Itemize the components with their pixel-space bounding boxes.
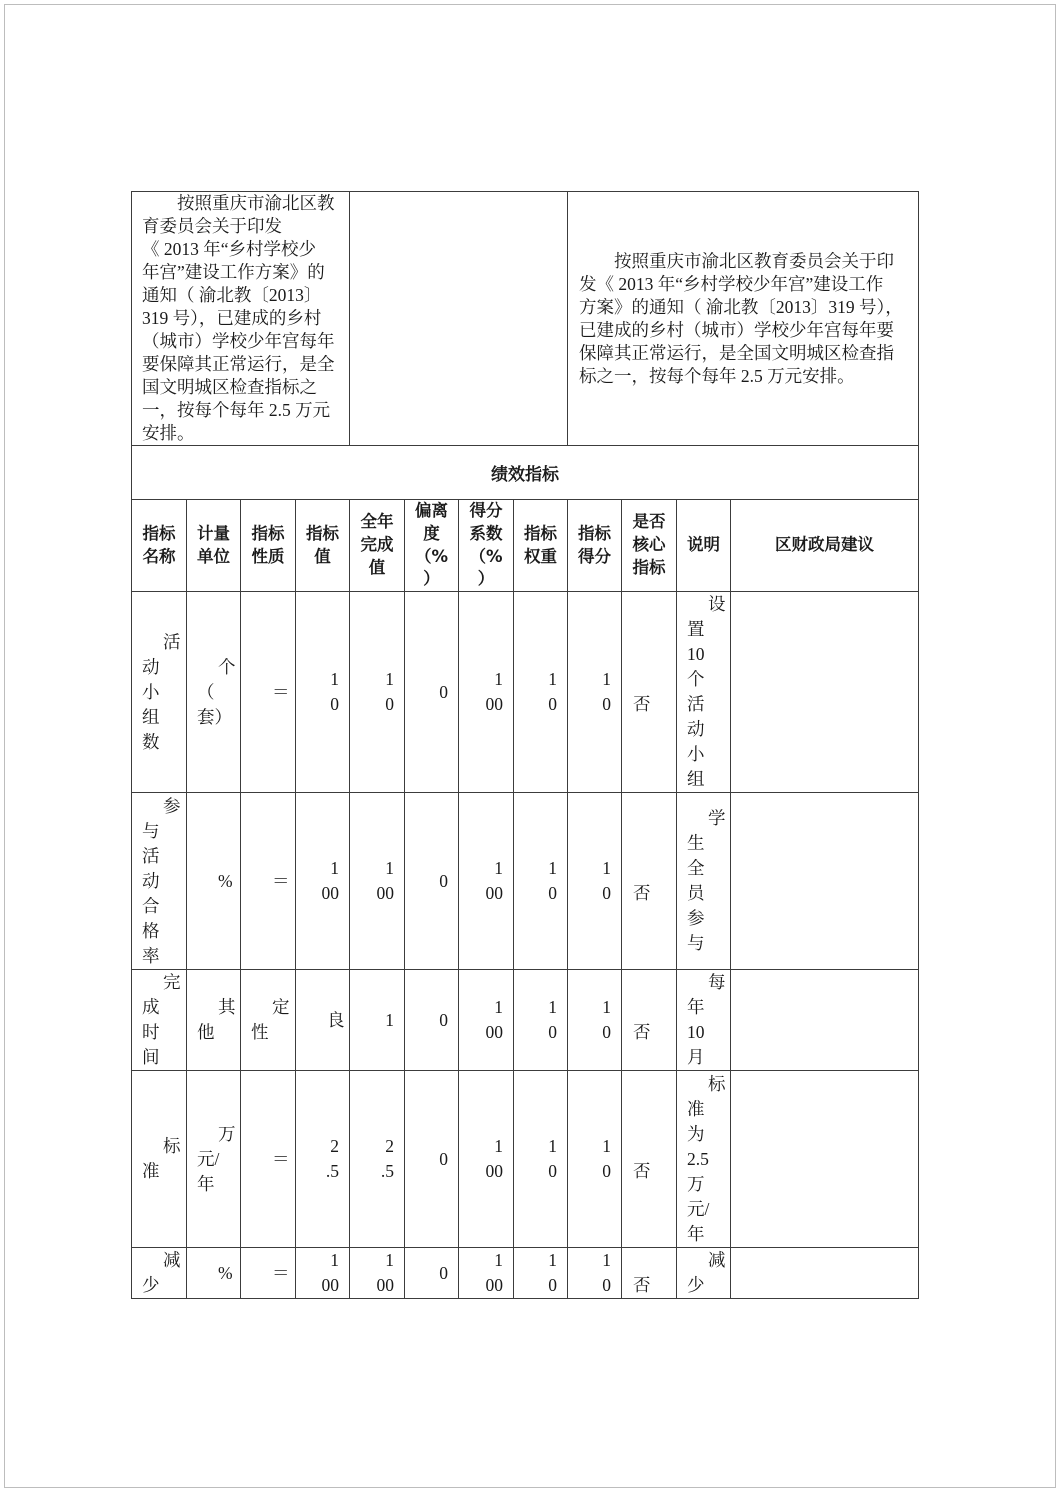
is-core-cell [622, 1248, 677, 1299]
score-cell [568, 793, 622, 970]
section-title-row [132, 446, 919, 500]
note-line: 国文明城区检查指标之 [142, 377, 317, 397]
weight: 10 [548, 1136, 557, 1181]
description: 标准为2.5万元/年 [687, 1073, 726, 1244]
deviation: 0 [439, 870, 448, 891]
score-coefficient-cell [459, 1248, 514, 1299]
weight-cell [514, 592, 568, 793]
nature: ＝ [272, 1148, 290, 1169]
header-score-coefficient: 得分系数（%） [469, 501, 503, 589]
score-cell [568, 1071, 622, 1248]
unit-cell [187, 1071, 241, 1248]
section-title: 绩效指标 [132, 446, 919, 500]
note-line: 一，按每个每年 2.5 万元 [142, 400, 331, 420]
unit-cell [187, 970, 241, 1071]
nature-cell [241, 1248, 296, 1299]
description-cell [677, 1248, 731, 1299]
note-line: 安排。 [142, 423, 195, 443]
header-cell [405, 500, 459, 592]
table-row [132, 793, 919, 970]
target-value-cell [296, 970, 350, 1071]
target-value-cell [296, 793, 350, 970]
note-line: 按照重庆市渝北区教育委员会关于印 [614, 250, 894, 271]
weight: 10 [548, 858, 557, 903]
score-cell [568, 970, 622, 1071]
is-core: 否 [633, 883, 651, 903]
score-cell [568, 1248, 622, 1299]
score-coefficient-cell [459, 970, 514, 1071]
finance-advice-cell [731, 970, 919, 1071]
score-coefficient: 100 [485, 669, 503, 714]
target-value: 10 [330, 669, 339, 714]
indicator-name-cell [132, 1071, 187, 1248]
actual-value-cell [350, 1071, 405, 1248]
weight-cell [514, 1071, 568, 1248]
deviation-cell [405, 592, 459, 793]
note-line: 保障其正常运行，是全国文明城区检查指 [579, 342, 894, 363]
note-line: 发《 2013 年“乡村学校少年宫”建设工作 [579, 273, 884, 294]
header-finance-advice: 区财政局建议 [775, 535, 874, 555]
header-cell [514, 500, 568, 592]
score: 10 [602, 1136, 611, 1181]
deviation-cell [405, 970, 459, 1071]
nature-cell [241, 970, 296, 1071]
note-line: 已建成的乡村（城市）学校少年宫每年要 [579, 319, 894, 340]
finance-advice-cell [731, 793, 919, 970]
finance-advice-cell [731, 1248, 919, 1299]
indicator-name: 完成时间 [142, 972, 181, 1067]
table-header-row [132, 500, 919, 592]
header-target-value: 指标值 [306, 523, 339, 566]
header-deviation: 偏离度（%） [414, 501, 449, 589]
indicator-name-cell [132, 592, 187, 793]
deviation: 0 [439, 681, 448, 702]
score-coefficient-cell [459, 1071, 514, 1248]
header-cell [731, 500, 919, 592]
deviation: 0 [439, 1148, 448, 1169]
note-line: 319 号），已建成的乡村 [142, 308, 322, 328]
actual-value: 1 [385, 1009, 394, 1030]
score: 10 [602, 858, 611, 903]
note-line: （城市）学校少年宫每年 [142, 331, 335, 351]
actual-value: 10 [385, 669, 394, 714]
description-cell [677, 793, 731, 970]
is-core-cell [622, 592, 677, 793]
is-core: 否 [633, 1275, 651, 1295]
unit: 个（套） [197, 656, 236, 727]
header-cell [241, 500, 296, 592]
header-nature: 指标性质 [251, 523, 285, 566]
target-value-cell [296, 592, 350, 793]
unit: 万元/年 [197, 1123, 236, 1194]
target-value: 100 [321, 1250, 339, 1295]
is-core: 否 [633, 1022, 651, 1042]
note-line: 育委员会关于印发 [142, 216, 282, 236]
table-row [132, 1248, 919, 1299]
deviation: 0 [439, 1262, 448, 1283]
score-coefficient: 100 [485, 1136, 503, 1181]
notes-row [132, 192, 919, 446]
nature: ＝ [272, 681, 290, 702]
table-row [132, 1071, 919, 1248]
target-value-cell [296, 1248, 350, 1299]
notes-right-paragraph [568, 250, 918, 388]
description: 减少 [687, 1250, 726, 1295]
target-value: 2.5 [325, 1136, 339, 1181]
finance-advice-cell [731, 592, 919, 793]
header-cell [296, 500, 350, 592]
note-line: 方案》的通知（ 渝北教〔2013〕319 号）， [579, 296, 903, 317]
deviation-cell [405, 1071, 459, 1248]
indicator-name-cell [132, 1248, 187, 1299]
header-cell [568, 500, 622, 592]
nature-cell [241, 1071, 296, 1248]
is-core: 否 [633, 1161, 651, 1181]
nature-cell [241, 592, 296, 793]
weight: 10 [548, 997, 557, 1042]
header-cell [459, 500, 514, 592]
score-coefficient-cell [459, 592, 514, 793]
nature: 定性 [251, 997, 290, 1042]
score-coefficient: 100 [485, 858, 503, 903]
score-coefficient-cell [459, 793, 514, 970]
header-cell [622, 500, 677, 592]
indicator-name: 活动小组数 [142, 631, 181, 752]
deviation: 0 [439, 1009, 448, 1030]
weight-cell [514, 793, 568, 970]
actual-value-cell [350, 970, 405, 1071]
indicator-name: 参与活动合格率 [142, 795, 181, 966]
actual-value: 100 [376, 1250, 394, 1295]
note-line: 按照重庆市渝北区教 [177, 193, 335, 213]
weight-cell [514, 1248, 568, 1299]
description-cell [677, 970, 731, 1071]
indicator-name-cell [132, 793, 187, 970]
unit-cell [187, 793, 241, 970]
description-cell [677, 592, 731, 793]
note-line: 通知（ 渝北教〔2013〕 [142, 285, 322, 305]
header-description: 说明 [687, 535, 720, 555]
is-core-cell [622, 1071, 677, 1248]
actual-value-cell [350, 1248, 405, 1299]
unit-cell [187, 592, 241, 793]
score-cell [568, 592, 622, 793]
actual-value-cell [350, 592, 405, 793]
nature: ＝ [272, 870, 290, 891]
header-score: 指标得分 [578, 523, 611, 566]
header-actual-value: 全年完成值 [360, 512, 394, 577]
notes-right-cell [568, 192, 919, 446]
table-row [132, 970, 919, 1071]
table-row [132, 592, 919, 793]
weight-cell [514, 970, 568, 1071]
description: 每年10月 [687, 972, 726, 1067]
unit: % [218, 870, 233, 891]
nature-cell [241, 793, 296, 970]
header-indicator-name: 指标名称 [142, 523, 176, 566]
description: 设置10个活动小组 [687, 594, 726, 789]
header-cell [132, 500, 187, 592]
indicator-name: 减少 [142, 1250, 181, 1295]
header-cell [350, 500, 405, 592]
nature: ＝ [272, 1262, 290, 1283]
target-value: 良 [327, 1009, 345, 1030]
score: 10 [602, 1250, 611, 1295]
is-core: 否 [633, 694, 651, 714]
is-core-cell [622, 970, 677, 1071]
unit: 其他 [197, 997, 236, 1042]
indicator-name: 标准 [142, 1136, 181, 1181]
score-coefficient: 100 [485, 997, 503, 1042]
note-line: 年宫”建设工作方案》的 [142, 262, 325, 282]
notes-left-paragraph [132, 192, 349, 445]
notes-middle-cell [350, 192, 568, 446]
score: 10 [602, 997, 611, 1042]
weight: 10 [548, 669, 557, 714]
header-weight: 指标权重 [524, 523, 557, 566]
score-coefficient: 100 [485, 1250, 503, 1295]
unit-cell [187, 1248, 241, 1299]
note-line: 标之一，按每个每年 2.5 万元安排。 [579, 365, 855, 386]
header-cell [677, 500, 731, 592]
description-cell [677, 1071, 731, 1248]
weight: 10 [548, 1250, 557, 1295]
header-unit: 计量单位 [197, 523, 230, 566]
deviation-cell [405, 1248, 459, 1299]
target-value-cell [296, 1071, 350, 1248]
notes-left-cell [132, 192, 350, 446]
unit: % [218, 1262, 233, 1283]
actual-value: 100 [376, 858, 394, 903]
actual-value: 2.5 [380, 1136, 394, 1181]
score: 10 [602, 669, 611, 714]
indicator-name-cell [132, 970, 187, 1071]
note-line: 《 2013 年“乡村学校少 [142, 239, 317, 259]
is-core-cell [622, 793, 677, 970]
target-value: 100 [321, 858, 339, 903]
description: 学生全员参与 [687, 808, 726, 953]
header-is-core: 是否核心指标 [632, 512, 666, 577]
performance-table [131, 191, 919, 1299]
header-cell [187, 500, 241, 592]
finance-advice-cell [731, 1071, 919, 1248]
actual-value-cell [350, 793, 405, 970]
note-line: 要保障其正常运行，是全 [142, 354, 335, 374]
deviation-cell [405, 793, 459, 970]
